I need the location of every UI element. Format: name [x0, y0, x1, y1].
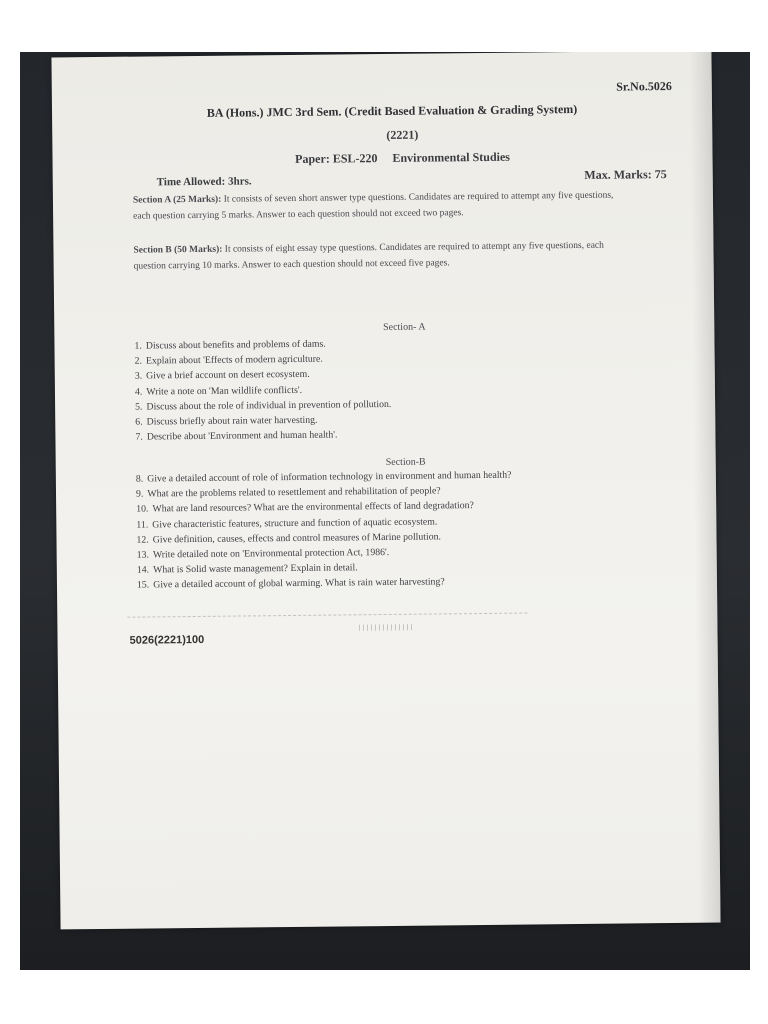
question-item: 2. Explain about 'Effects of modern agriculture. — [134, 353, 323, 367]
paper-line — [52, 148, 712, 170]
exam-paper — [51, 52, 720, 929]
max-marks: Max. Marks: 75 — [584, 167, 667, 182]
paper-edge-shadow — [689, 52, 720, 923]
question-item: 8. Give a detailed account of role of information technology in environment and human health? — [135, 469, 512, 485]
question-item: 5. Discuss about the role of individual in prevention of pollution. — [135, 398, 392, 413]
question-item: 6. Discuss briefly about rain water harvesting. — [135, 414, 318, 428]
question-item: 12. Give definition, causes, effects and control measures of Marine pollution. — [136, 531, 442, 546]
photo-background — [20, 52, 750, 970]
serial-number: Sr.No.5026 — [616, 78, 672, 94]
barcode-mark: ││││││││││││││ — [357, 625, 415, 632]
exam-code: (2221) — [386, 127, 419, 142]
course-title: BA (Hons.) JMC 3rd Sem. (Credit Based Evaluation & Grading System) — [206, 101, 578, 120]
section-b-heading: Section-B — [385, 456, 426, 469]
divider-line — [127, 613, 527, 618]
section-b-questions — [136, 466, 657, 593]
section-b-marks-label: Section B (50 Marks): — [133, 244, 223, 256]
section-a-heading: Section- A — [382, 321, 426, 334]
question-item: 11. Give characteristic features, structure and function of aquatic ecosystem. — [136, 516, 438, 531]
instructions-section-b — [133, 238, 623, 275]
question-item: 9. What are the problems related to resettlement and rehabilitation of people? — [135, 485, 441, 500]
question-item: 3. Give a brief account on desert ecosystem. — [134, 369, 310, 383]
section-a-questions — [134, 333, 635, 445]
question-item: 1. Discuss about benefits and problems of dams. — [134, 338, 326, 352]
instructions-section-a — [133, 188, 623, 225]
question-item: 10. What are land resources? What are the environmental effects of land degradation? — [136, 500, 474, 516]
question-item: 7. Describe about 'Environment and human health'. — [135, 429, 338, 443]
question-item: 14. What is Solid waste management? Explain in detail. — [136, 562, 358, 576]
question-item: 13. Write detailed note on 'Environmental protection Act, 1986'. — [136, 546, 390, 561]
footer-code: 5026(2221)100 — [129, 633, 205, 647]
paper-label: Paper: ESL-220 — [295, 151, 378, 166]
time-allowed: Time Allowed: 3hrs. — [156, 175, 252, 189]
question-item: 4. Write a note on 'Man wildlife conflicts'. — [134, 384, 303, 398]
section-b-instructions-text: It consists of eight essay type questions. Candidates are required to attempt any five questions, each question carrying 10 marks. Answer to each question should not exceed five pages. — [133, 240, 604, 272]
section-a-instructions-text: It consists of seven short answer type questions. Candidates are required to attempt any five questions, each question carrying 5 marks. Answer to each question should not exceed two pages. — [133, 190, 614, 222]
paper-title: Environmental Studies — [392, 149, 510, 165]
question-item: 15. Give a detailed account of global warming. What is rain water harvesting? — [136, 576, 445, 592]
section-a-marks-label: Section A (25 Marks): — [132, 194, 222, 206]
